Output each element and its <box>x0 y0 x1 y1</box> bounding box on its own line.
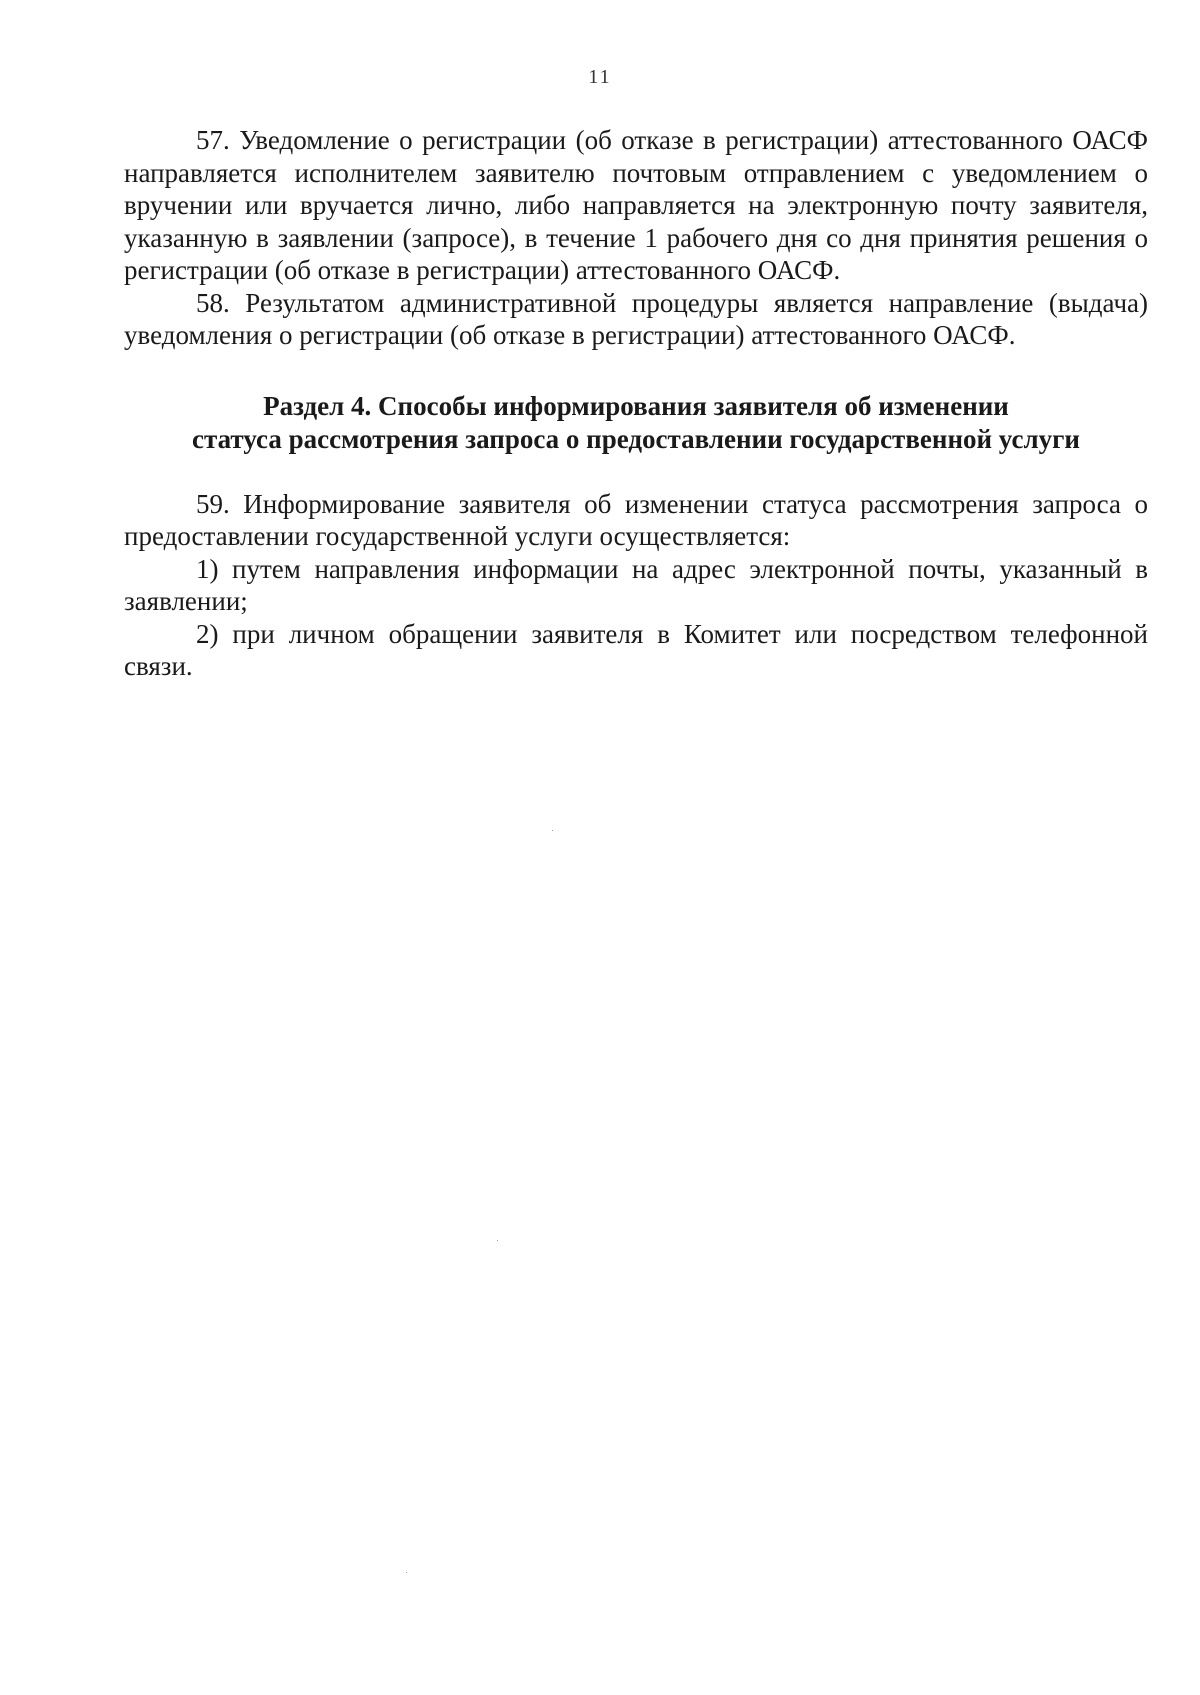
document-body <box>124 124 1148 683</box>
section-heading-line-2: статуса рассмотрения запроса о предоставлении государственной услуги <box>192 423 1080 454</box>
list-item-1: 1) путем направления информации на адрес электронной почты, указанный в заявлении; <box>124 553 1148 616</box>
page-number: 11 <box>588 66 612 88</box>
scan-speck <box>552 830 553 831</box>
paragraph-58: 58. Результатом административной процедуры является направление (выдача) уведомления о регистрации (об отказе в регистрации) аттестованного ОАСФ. <box>124 287 1148 350</box>
paragraph-59: 59. Информирование заявителя об изменении статуса рассмотрения запроса о предоставлении государственной услуги осуществляется: <box>124 488 1148 551</box>
paragraph-57: 57. Уведомление о регистрации (об отказе в регистрации) аттестованного ОАСФ направляется исполнителем заявителю почтовым отправлением с уведомлением о вручении или вручается лично, либо направляется на электронную почту заявителя, указанную в заявлении (запросе), в течение 1 рабочего дня со дня принятия решения о регистрации (об отказе в регистрации) аттестованного ОАСФ. <box>124 125 1148 285</box>
section-4-heading <box>124 390 1148 456</box>
scan-speck <box>406 1572 407 1573</box>
section-heading-line-1: Раздел 4. Способы информирования заявителя об изменении <box>263 390 1009 421</box>
list-item-2: 2) при личном обращении заявителя в Комитет или посредством телефонной связи. <box>124 618 1148 681</box>
scan-speck <box>497 1240 498 1241</box>
